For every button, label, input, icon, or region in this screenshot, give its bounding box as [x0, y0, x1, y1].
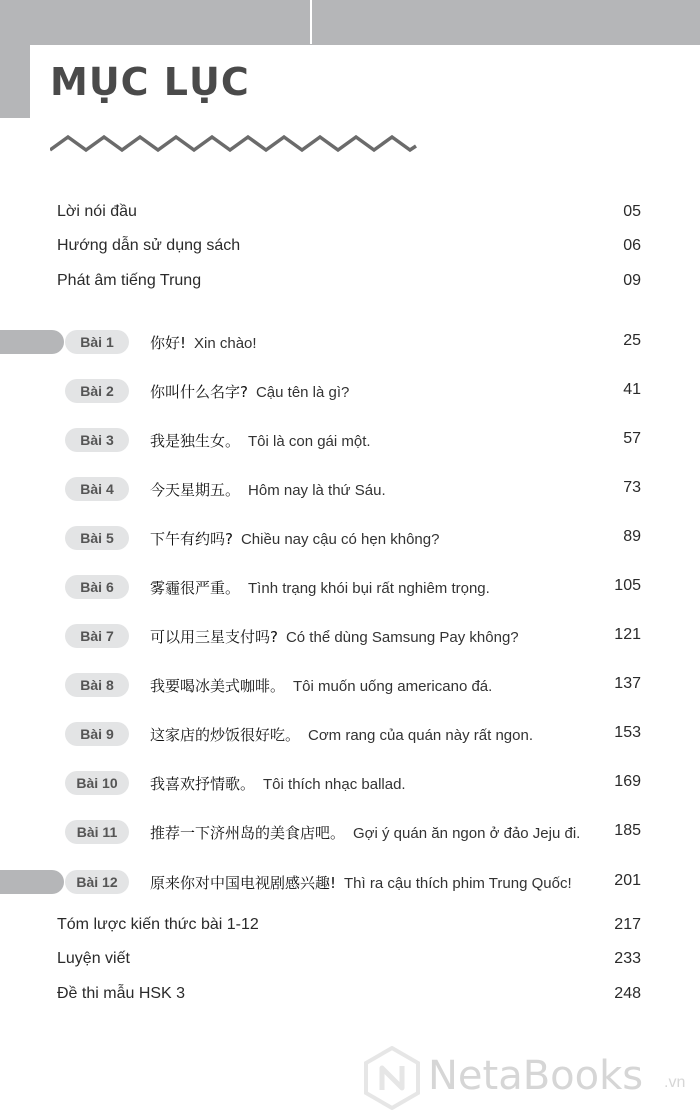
lesson-page: 153 — [614, 724, 641, 741]
lesson-entry[interactable] — [0, 477, 700, 501]
lesson-entry[interactable] — [0, 673, 700, 697]
lesson-badge: Bài 10 — [65, 771, 129, 795]
toc-entry[interactable] — [0, 948, 700, 972]
toc-entry-label: Tóm lược kiến thức bài 1-12 — [57, 916, 259, 933]
lesson-badge: Bài 7 — [65, 624, 129, 648]
lesson-page: 121 — [614, 626, 641, 643]
toc-entry-label: Luyện viết — [57, 950, 130, 967]
lesson-title-vietnamese: Cậu tên là gì? — [255, 384, 350, 401]
lesson-title-chinese: 可以用三星支付吗? — [150, 628, 278, 646]
lesson-badge: Bài 3 — [65, 428, 129, 452]
lesson-page: 185 — [614, 822, 641, 839]
lesson-entry[interactable] — [0, 722, 700, 746]
lesson-title-vietnamese: Có thể dùng Samsung Pay không? — [285, 629, 519, 646]
lesson-badge: Bài 6 — [65, 575, 129, 599]
lesson-entry[interactable] — [0, 330, 700, 354]
lesson-title-chinese: 下午有约吗? — [150, 530, 233, 548]
toc-entry-page: 233 — [614, 950, 641, 967]
lesson-entry[interactable] — [0, 624, 700, 648]
lesson-entry[interactable] — [0, 575, 700, 599]
lesson-title-chinese: 你好! — [150, 334, 187, 352]
lesson-title-vietnamese: Tôi muốn uống americano đá. — [293, 678, 493, 695]
toc-entry-page: 217 — [614, 916, 641, 933]
lesson-badge: Bài 12 — [65, 870, 129, 894]
lesson-title-vietnamese: Hôm nay là thứ Sáu. — [248, 482, 386, 499]
toc-entry-page: 06 — [623, 237, 641, 254]
watermark-suffix: .vn — [664, 1074, 686, 1091]
zigzag-divider — [50, 132, 420, 156]
lesson-title-vietnamese: Tôi là con gái một. — [248, 433, 371, 450]
lesson-entry[interactable] — [0, 428, 700, 452]
toc-entry[interactable] — [0, 235, 700, 259]
lesson-entry[interactable] — [0, 771, 700, 795]
lesson-page: 89 — [623, 528, 641, 545]
toc-entry-label: Hướng dẫn sử dụng sách — [57, 237, 241, 254]
toc-entry-page: 09 — [623, 272, 641, 289]
lesson-page: 73 — [623, 479, 641, 496]
lesson-page: 105 — [614, 577, 641, 594]
lesson-badge: Bài 9 — [65, 722, 129, 746]
toc-entry[interactable] — [0, 914, 700, 938]
lesson-title-vietnamese: Thì ra cậu thích phim Trung Quốc! — [344, 875, 572, 892]
lesson-title-vietnamese: Tôi thích nhạc ballad. — [263, 776, 406, 793]
lesson-title-vietnamese: Gợi ý quán ăn ngon ở đảo Jeju đi. — [353, 825, 581, 842]
lesson-title-vietnamese: Chiều nay cậu có hẹn không? — [240, 531, 440, 548]
lesson-title-vietnamese: Tình trạng khói bụi rất nghiêm trọng. — [248, 580, 490, 597]
lesson-badge: Bài 2 — [65, 379, 129, 403]
lesson-title-chinese: 你叫什么名字? — [150, 383, 248, 401]
toc-entry-page: 248 — [614, 985, 641, 1002]
lesson-title-chinese: 雾霾很严重。 — [150, 579, 241, 597]
lesson-title-vietnamese: Xin chào! — [194, 335, 257, 352]
band-divider — [310, 0, 312, 44]
lesson-title-chinese: 今天星期五。 — [150, 481, 241, 499]
lesson-page: 201 — [614, 872, 641, 889]
toc-entry-page: 05 — [623, 203, 641, 220]
lesson-entry[interactable] — [0, 379, 700, 403]
toc-entry-label: Phát âm tiếng Trung — [57, 272, 202, 289]
toc-entry[interactable] — [0, 201, 700, 225]
lesson-entry[interactable] — [0, 820, 700, 844]
page-title: MỤC LỤC — [50, 60, 250, 104]
lesson-title-chinese: 推荐一下济州岛的美食店吧。 — [150, 824, 346, 842]
lesson-title-chinese: 我要喝冰美式咖啡。 — [150, 677, 286, 695]
lesson-page: 41 — [623, 381, 641, 398]
lesson-page: 169 — [614, 773, 641, 790]
toc-entry-label: Đề thi mẫu HSK 3 — [57, 985, 186, 1002]
lesson-entry[interactable] — [0, 526, 700, 550]
lesson-title-chinese: 原来你对中国电视剧感兴趣! — [150, 874, 337, 892]
netabooks-logo-icon — [364, 1046, 420, 1110]
lesson-badge: Bài 8 — [65, 673, 129, 697]
lesson-badge: Bài 1 — [65, 330, 129, 354]
lesson-page: 57 — [623, 430, 641, 447]
lesson-badge: Bài 11 — [65, 820, 129, 844]
toc-entry[interactable] — [0, 983, 700, 1007]
lesson-title-chinese: 我喜欢抒情歌。 — [150, 775, 256, 793]
lesson-page: 137 — [614, 675, 641, 692]
lesson-title-chinese: 我是独生女。 — [150, 432, 241, 450]
lesson-page: 25 — [623, 332, 641, 349]
lesson-title-chinese: 这家店的炒饭很好吃。 — [150, 726, 301, 744]
toc-entry-label: Lời nói đầu — [57, 203, 137, 220]
lesson-entry[interactable] — [0, 870, 700, 894]
toc-entry[interactable] — [0, 270, 700, 294]
lesson-badge: Bài 5 — [65, 526, 129, 550]
lesson-title-vietnamese: Cơm rang của quán này rất ngon. — [308, 727, 533, 744]
watermark-brand: NetaBooks — [428, 1053, 644, 1099]
lesson-badge: Bài 4 — [65, 477, 129, 501]
